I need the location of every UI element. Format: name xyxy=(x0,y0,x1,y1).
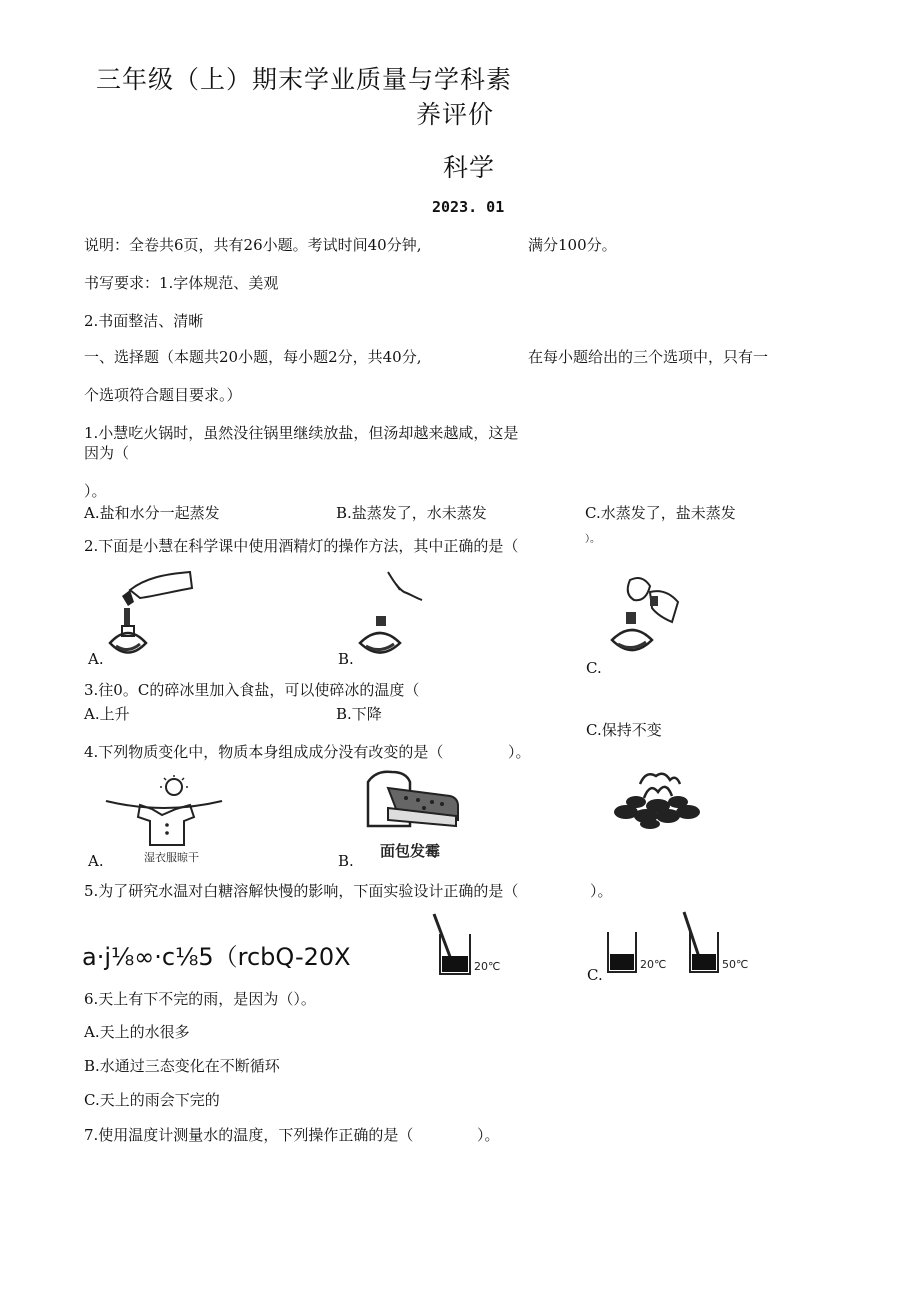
q6-option-b: B.水通过三态变化在不断循环 xyxy=(84,1057,280,1075)
q4-text-tail: ）。 xyxy=(508,743,531,761)
page-title-line1: 三年级（上）期末学业质量与学科素 xyxy=(96,65,513,94)
burning-wood-icon xyxy=(610,768,702,834)
moldy-bread-icon xyxy=(358,768,466,863)
q2-option-c: C. xyxy=(586,659,602,677)
q1-option-a: A.盐和水分一起蒸发 xyxy=(84,504,220,522)
q5-text-tail: ）。 xyxy=(590,882,613,900)
q2-option-a: A. xyxy=(88,650,104,668)
q4-option-b: B. xyxy=(338,852,354,870)
q4-text: 4.下列物质变化中，物质本身组成成分没有改变的是（ xyxy=(84,743,444,761)
writing-requirement: 书写要求：1.字体规范、美观 xyxy=(84,274,279,292)
q5-temp-b: 20℃ xyxy=(474,960,501,973)
section-heading-right: 在每小题给出的三个选项中，只有一 xyxy=(528,348,769,366)
q1-option-b: B.盐蒸发了，水未蒸发 xyxy=(336,504,487,522)
q1-text-2: 因为（ xyxy=(84,444,130,462)
q2-text-tail: ）。 xyxy=(585,534,600,545)
exam-note: 说明：全卷共6页，共有26小题。考试时间40分钟, xyxy=(84,236,422,254)
q3-option-c: C.保持不变 xyxy=(586,721,662,739)
q4-image-b-caption: 面包发霉 xyxy=(380,842,441,860)
q6-text: 6.天上有下不完的雨，是因为（）。 xyxy=(84,990,316,1008)
q2-text: 2.下面是小慧在科学课中使用酒精灯的操作方法，其中正确的是（ xyxy=(84,537,519,555)
q1-text-3: ）。 xyxy=(84,482,107,500)
q7-text-tail: ）。 xyxy=(477,1126,500,1144)
q6-option-c: C.天上的雨会下完的 xyxy=(84,1091,220,1109)
q7-text: 7.使用温度计测量水的温度，下列操作正确的是（ xyxy=(84,1126,414,1144)
exam-date: 2023. 01 xyxy=(432,198,505,216)
q5-temp-c2: 50℃ xyxy=(722,958,749,971)
q5-text: 5.为了研究水温对白糖溶解快慢的影响，下面实验设计正确的是（ xyxy=(84,882,519,900)
q5-temp-c1: 20℃ xyxy=(640,958,667,971)
alcohol-lamp-blown-out-icon xyxy=(352,568,442,663)
q4-image-a-caption: 湿衣服晾干 xyxy=(144,851,199,864)
q1-option-c: C.水蒸发了，盐未蒸发 xyxy=(585,504,736,522)
q3-option-a: A.上升 xyxy=(84,705,130,723)
q6-option-a: A.天上的水很多 xyxy=(84,1023,190,1041)
subject-title: 科学 xyxy=(443,153,496,182)
section-heading: 一、选择题（本题共20小题，每小题2分，共40分, xyxy=(84,348,422,366)
q5-garbled-option: a·j⅛∞·c⅛5（rcbQ-20X xyxy=(82,943,351,971)
beaker-stirring-icon xyxy=(430,912,512,978)
q5-option-c: C. xyxy=(587,966,603,984)
q1-text: 1.小慧吃火锅时，虽然没往锅里继续放盐，但汤却越来越咸，这是 xyxy=(84,424,519,442)
q4-option-a: A. xyxy=(88,852,104,870)
q3-text: 3.往0。C的碎冰里加入食盐，可以使碎冰的温度（ xyxy=(84,681,420,699)
wet-clothes-drying-icon xyxy=(104,775,224,867)
page-title-line2: 养评价 xyxy=(416,100,495,129)
writing-requirement-2: 2.书面整洁、清晰 xyxy=(84,312,204,330)
q3-option-b: B.下降 xyxy=(336,705,382,723)
two-beakers-icon xyxy=(606,910,754,976)
alcohol-lamp-lighting-lamp-icon xyxy=(606,572,696,662)
q2-option-b: B. xyxy=(338,650,354,668)
alcohol-lamp-lit-from-lamp-icon xyxy=(100,568,200,663)
exam-note-score: 满分100分。 xyxy=(528,236,617,254)
section-heading-cont: 个选项符合题目要求。） xyxy=(84,386,242,404)
